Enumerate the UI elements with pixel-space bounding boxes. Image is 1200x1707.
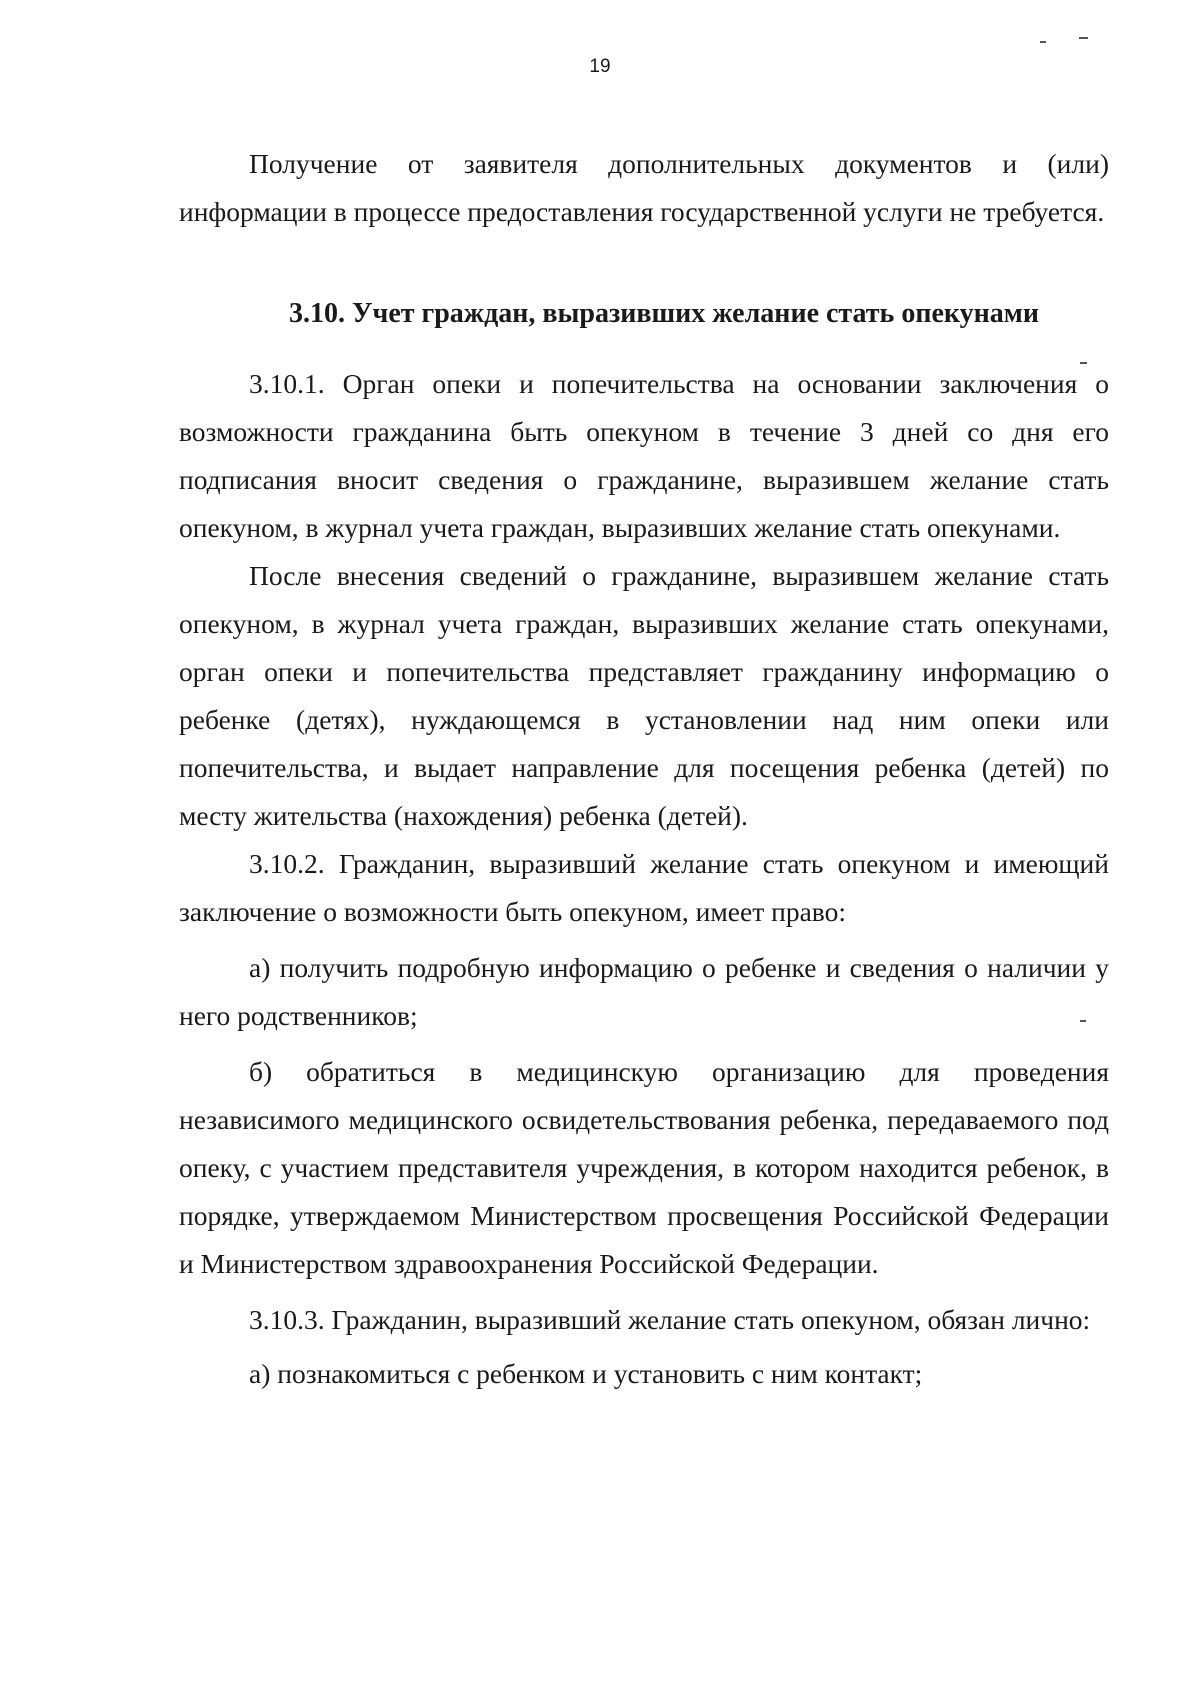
scan-artifact: [1079, 37, 1088, 39]
list-item: а) получить подробную информацию о ребенке и сведения о наличии у него родственников;: [179, 952, 1109, 1031]
paragraph: После внесения сведений о гражданине, выразившем желание стать опекуном, в журнал учета граждан, выразивших желание стать опекунами, орган опеки и попечительства представляет гражданину информацию о ребенке (детях), нуждающемся в установлении над ним опеки или попечительства, и выдает направление для посещения ребенка (детей) по месту жительства (нахождения) ребенка (детей).: [179, 560, 1109, 831]
paragraph: 3.10.1. Орган опеки и попечительства на основании заключения о возможности гражданина быть опекуном в течение 3 дней со дня его подписания вносит сведения о гражданине, выразившем желание стать опекуном, в журнал учета граждан, выразивших желание стать опекунами.: [179, 368, 1109, 543]
paragraph: Получение от заявителя дополнительных документов и (или) информации в процессе предоставления государственной услуги не требуется.: [179, 148, 1109, 227]
list-item: а) познакомиться с ребенком и установить с ним контакт;: [249, 1358, 923, 1389]
page-number: 19: [589, 56, 611, 77]
scan-artifact: [1040, 41, 1046, 43]
paragraph: 3.10.3. Гражданин, выразивший желание стать опекуном, обязан лично:: [249, 1304, 1091, 1335]
list-item: б) обратиться в медицинскую организацию для проведения независимого медицинского освидетельствования ребенка, передаваемого под опеку, с участием представителя учреждения, в котором находится ребенок, в порядке, утверждаемом Министерством просвещения Российской Федерации и Министерством здравоохранения Российской Федерации.: [179, 1056, 1109, 1279]
document-body: [179, 140, 1109, 1398]
section-heading: 3.10. Учет граждан, выразивших желание стать опекунами: [289, 298, 1039, 329]
paragraph: 3.10.2. Гражданин, выразивший желание стать опекуном и имеющий заключение о возможности быть опекуном, имеет право:: [179, 848, 1109, 927]
